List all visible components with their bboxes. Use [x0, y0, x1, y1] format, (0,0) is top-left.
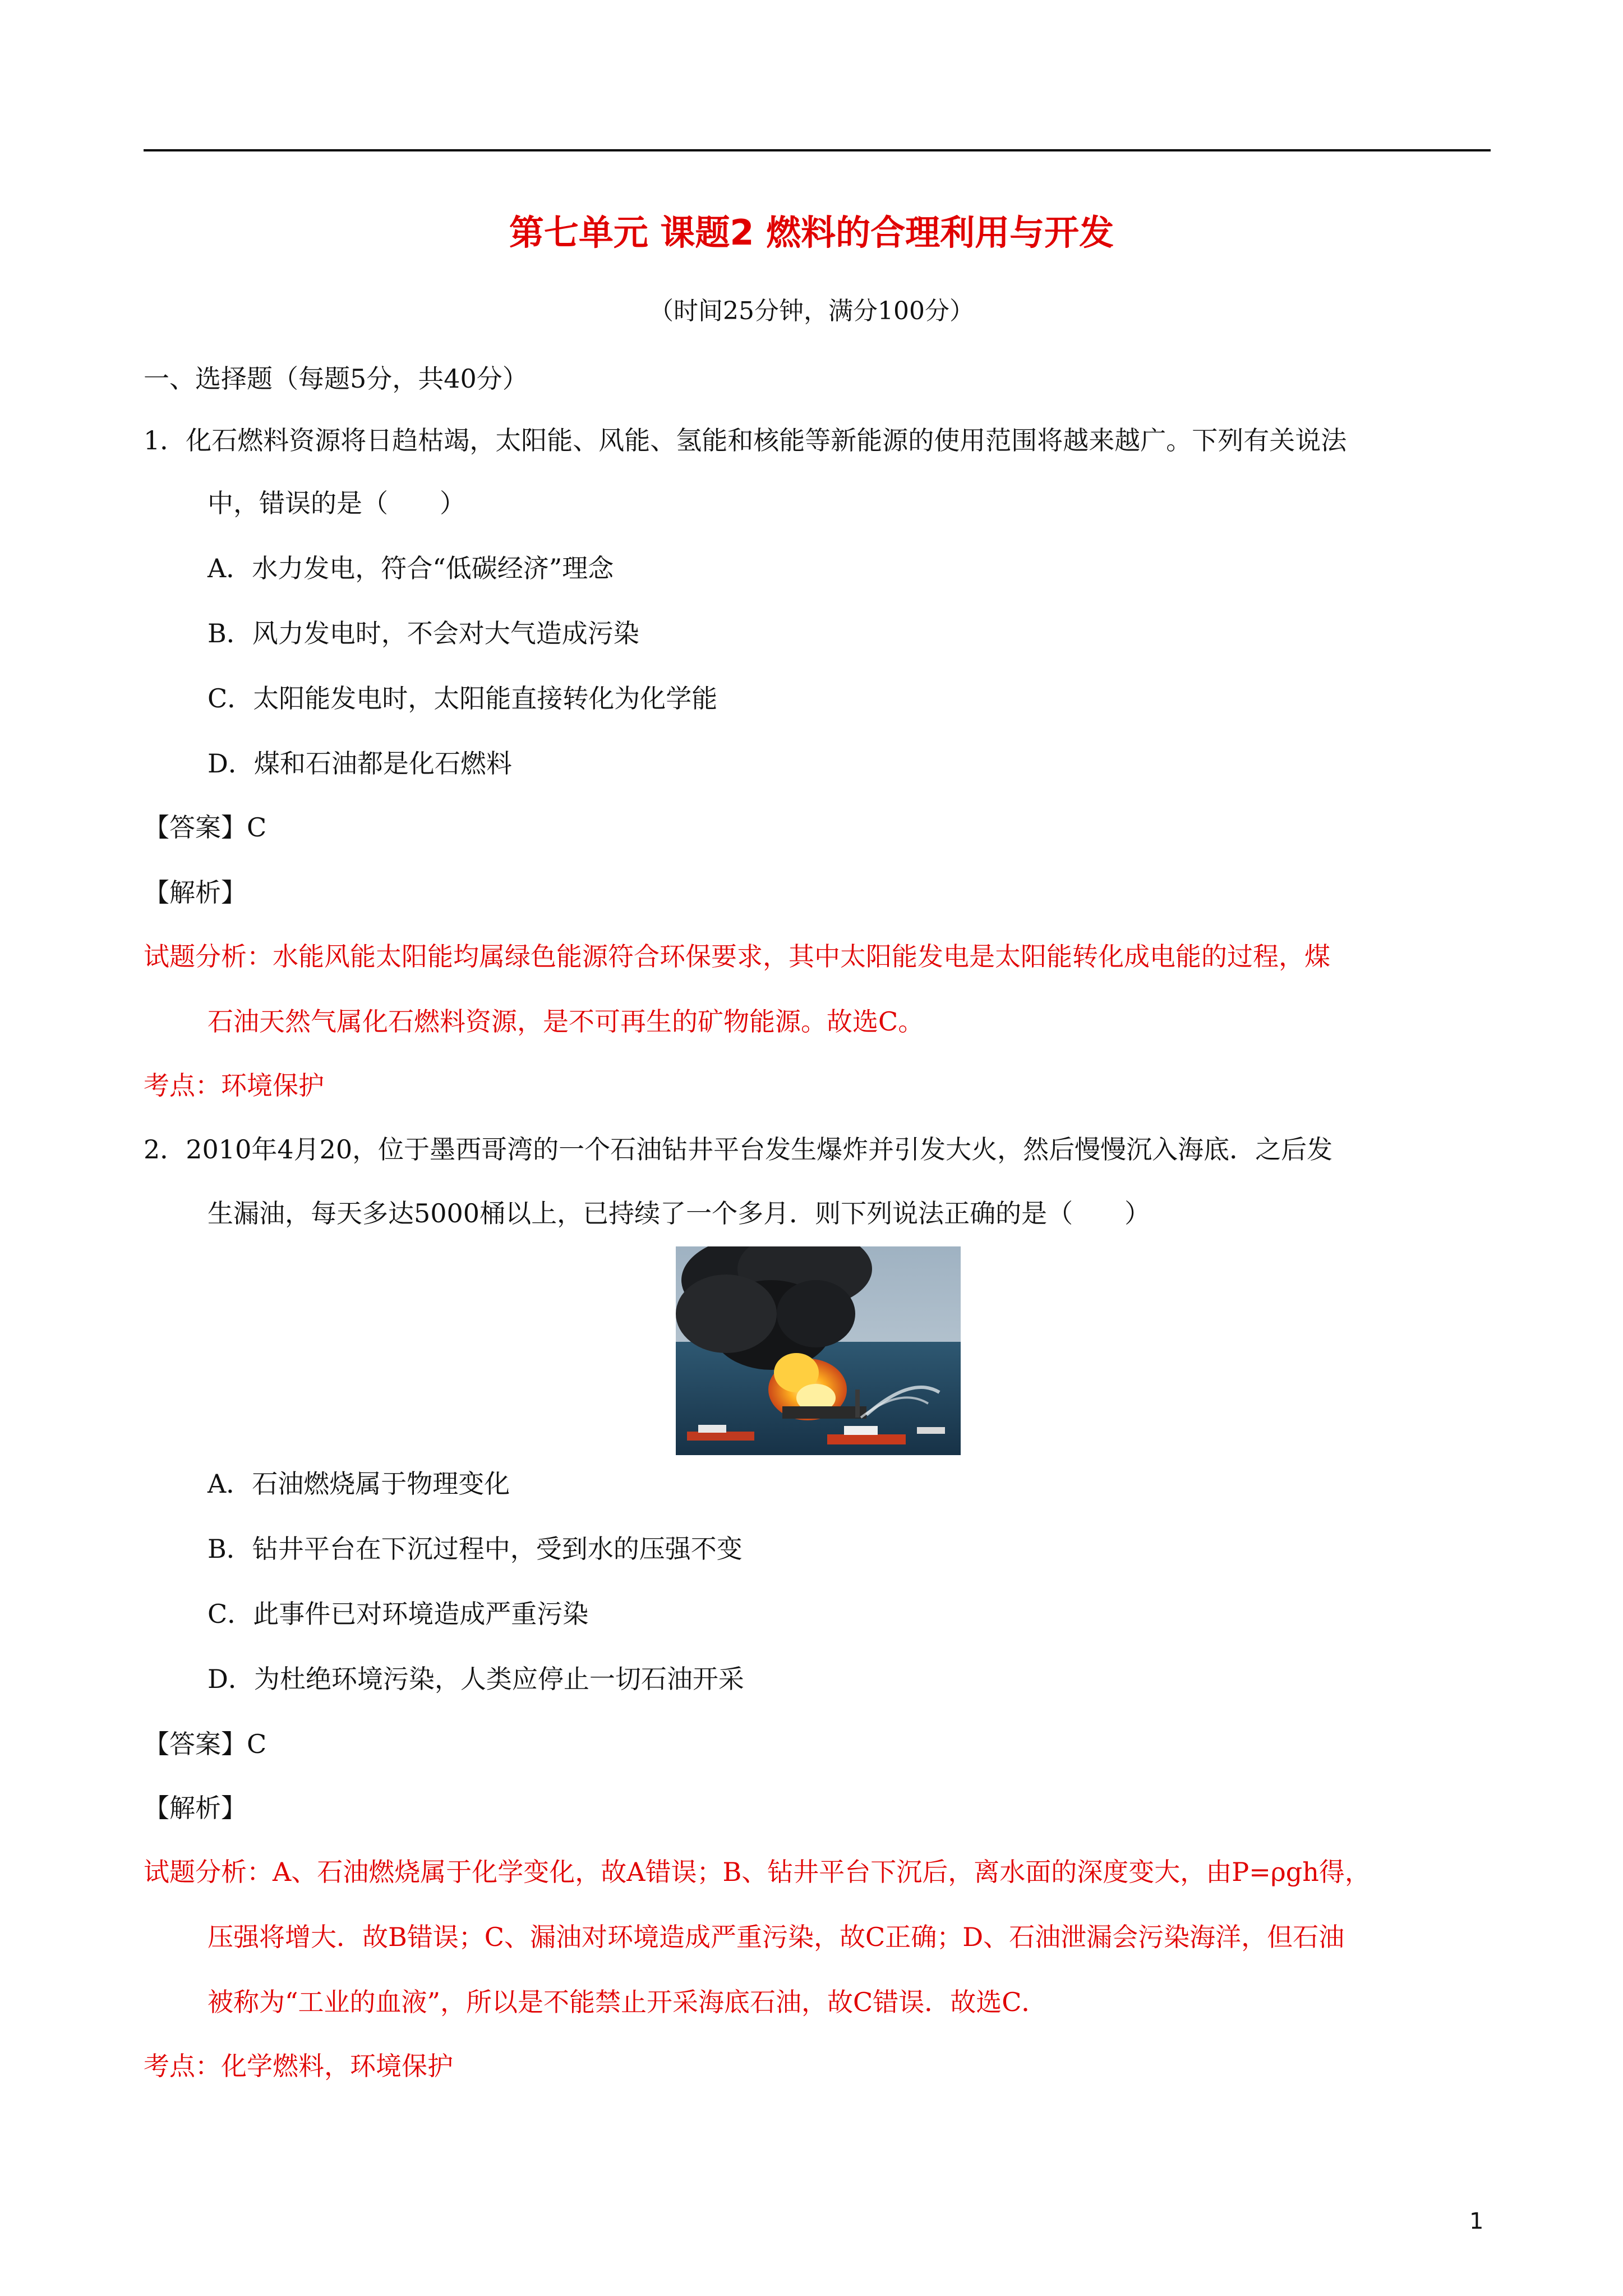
q1-kaodian: 考点：环境保护 — [144, 1070, 324, 1101]
q1-stem-line2: 中，错误的是（ ） — [208, 488, 465, 518]
q2-option-b: B．钻井平台在下沉过程中，受到水的压强不变 — [208, 1534, 743, 1564]
q2-option-d: D．为杜绝环境污染，人类应停止一切石油开采 — [208, 1664, 744, 1694]
q1-answer: 【答案】C — [144, 812, 267, 843]
oil-rig-fire-photo — [676, 1246, 961, 1455]
header-rule — [144, 149, 1491, 151]
q1-analysis-label: 【解析】 — [144, 877, 247, 908]
page-title: 第七单元 课题2 燃料的合理利用与开发 — [509, 212, 1114, 253]
page-number: 1 — [1469, 2208, 1484, 2234]
q2-analysis-line1: 试题分析：A、石油燃烧属于化学变化，故A错误；B、钻井平台下沉后，离水面的深度变大，由P=ρgh得， — [144, 1857, 1371, 1887]
q1-option-a: A．水力发电，符合“低碳经济”理念 — [208, 553, 614, 583]
q1-analysis-line1: 试题分析：水能风能太阳能均属绿色能源符合环保要求，其中太阳能发电是太阳能转化成电能的过程，煤 — [144, 941, 1330, 972]
q2-kaodian: 考点：化学燃料，环境保护 — [144, 2051, 453, 2081]
q2-stem-line1: 2．2010年4月20，位于墨西哥湾的一个石油钻井平台发生爆炸并引发大火，然后慢慢沉入海底．之后发 — [144, 1134, 1333, 1165]
section-heading: 一、选择题（每题5分，共40分） — [144, 364, 528, 394]
q2-option-a: A．石油燃烧属于物理变化 — [208, 1469, 510, 1499]
page-subtitle: （时间25分钟，满分100分） — [649, 297, 974, 325]
q1-stem-line1: 1．化石燃料资源将日趋枯竭，太阳能、风能、氢能和核能等新能源的使用范围将越来越广。下列有关说法 — [144, 425, 1347, 455]
q2-option-c: C．此事件已对环境造成严重污染 — [208, 1599, 589, 1629]
q2-analysis-line2: 压强将增大．故B错误；C、漏油对环境造成严重污染，故C正确；D、石油泄漏会污染海洋，但石油 — [208, 1922, 1345, 1952]
q2-analysis-label: 【解析】 — [144, 1793, 247, 1823]
q1-option-b: B．风力发电时，不会对大气造成污染 — [208, 618, 639, 648]
q1-option-d: D．煤和石油都是化石燃料 — [208, 748, 512, 779]
q1-option-c: C．太阳能发电时，太阳能直接转化为化学能 — [208, 683, 718, 714]
q1-analysis-line2: 石油天然气属化石燃料资源，是不可再生的矿物能源。故选C。 — [208, 1006, 924, 1037]
q2-answer: 【答案】C — [144, 1729, 267, 1759]
q2-stem-line2: 生漏油，每天多达5000桶以上，已持续了一个多月．则下列说法正确的是（ ） — [208, 1198, 1151, 1228]
q2-analysis-line3: 被称为“工业的血液”，所以是不能禁止开采海底石油，故C错误．故选C． — [208, 1987, 1048, 2017]
